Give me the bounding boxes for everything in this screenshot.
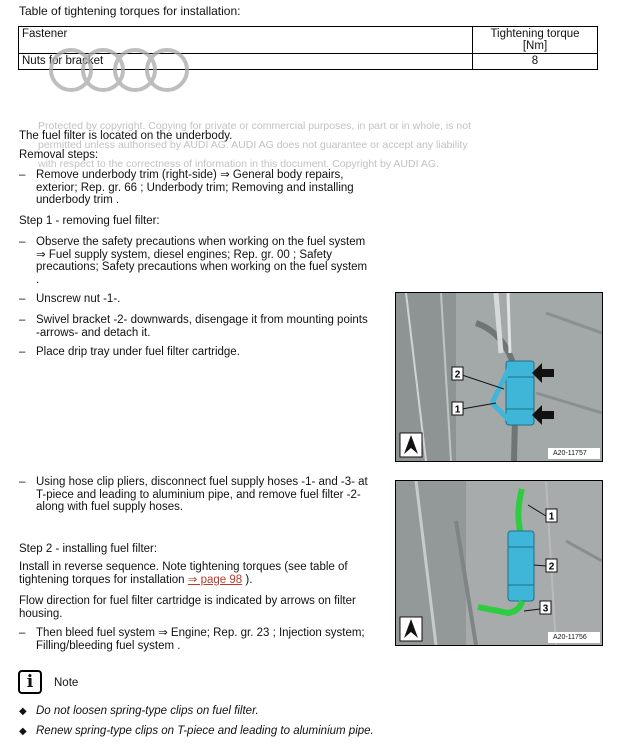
note-item-2: Renew spring-type clips on T-piece and leading to aluminium pipe. xyxy=(36,725,374,737)
step1-item-3: Swivel bracket -2- downwards, disengage it from mounting points -arrows- and detach it. xyxy=(36,314,368,339)
cell-torque: 8 xyxy=(473,54,598,70)
header-fastener: Fastener xyxy=(19,27,473,54)
step2-heading: Step 2 - installing fuel filter: xyxy=(19,543,158,555)
figure-2-callout-2: 2 xyxy=(548,561,555,573)
figure-2-ref: A20-11756 xyxy=(553,634,587,641)
step1-heading: Step 1 - removing fuel filter: xyxy=(19,215,160,227)
removal-step-1: Remove underbody trim (right-side) ⇒ General body repairs, exterior; Rep. gr. 66 ; Underbody trim; Removing and installing underbody trim . xyxy=(36,169,354,206)
figure-fuel-filter-hoses xyxy=(395,480,603,646)
note-item-1: Do not loosen spring-type clips on fuel filter. xyxy=(36,705,259,717)
info-icon: i xyxy=(18,670,42,694)
audi-rings-logo xyxy=(47,44,192,96)
bullet-diamond-icon: ◆ xyxy=(19,726,27,737)
figure-fuel-filter-bracket xyxy=(395,292,603,462)
copyright-line-3: with respect to the correctness of information in this document. Copyright by AUDI AG. xyxy=(38,158,439,170)
figure-2-callout-3: 3 xyxy=(542,603,549,615)
copyright-line-1: Protected by copyright. Copying for private or commercial purposes, in part or in whole, is not xyxy=(38,120,472,132)
figure-1-ref: A20-11757 xyxy=(553,450,587,457)
step2-text-a: Install in reverse sequence. Note tightening torques (see table of tightening torques for installation xyxy=(19,561,348,586)
bullet-diamond-icon: ◆ xyxy=(19,706,27,717)
bleed-fuel-system-item: Then bleed fuel system ⇒ Engine; Rep. gr. 23 ; Injection system; Filling/bleeding fuel system . xyxy=(36,627,365,652)
step1-item-4: Place drip tray under fuel filter cartridge. xyxy=(36,346,240,358)
header-torque: Tightening torque [Nm] xyxy=(473,27,598,54)
page-98-link[interactable]: ⇒ page 98 xyxy=(187,573,243,586)
copyright-line-2: permitted unless authorised by AUDI AG. AUDI AG does not guarantee or accept any liability xyxy=(38,139,468,151)
step2-text-b: ). xyxy=(245,573,253,586)
note-heading: Note xyxy=(54,677,79,689)
figure-1-callout-2: 2 xyxy=(454,369,461,381)
cell-fastener: Nuts for bracket xyxy=(19,54,473,70)
step1-item-2: Unscrew nut -1-. xyxy=(36,293,121,305)
table-caption: Table of tightening torques for installation: xyxy=(19,4,241,18)
intro-text: The fuel filter is located on the underbody. xyxy=(19,130,233,142)
disconnect-hoses-item: Using hose clip pliers, disconnect fuel supply hoses -1- and -3- at T-piece and leading to aluminium pipe, and remove fuel filter -2- along with fuel supply hoses. xyxy=(36,476,368,513)
step1-item-1: Observe the safety precautions when working on the fuel system ⇒ Fuel supply system, diesel engines; Rep. gr. 00 ; Safety precautions; Safety precautions when working on the fuel system . xyxy=(36,236,368,286)
figure-2-callout-1: 1 xyxy=(548,511,555,523)
figure-2-illustration xyxy=(396,481,602,645)
flow-direction-text: Flow direction for fuel filter cartridge is indicated by arrows on filter housing. xyxy=(19,595,356,620)
figure-1-callout-1: 1 xyxy=(454,404,461,416)
removal-heading: Removal steps: xyxy=(19,149,99,161)
figure-1-illustration xyxy=(396,293,602,461)
step2-instructions xyxy=(19,561,369,586)
